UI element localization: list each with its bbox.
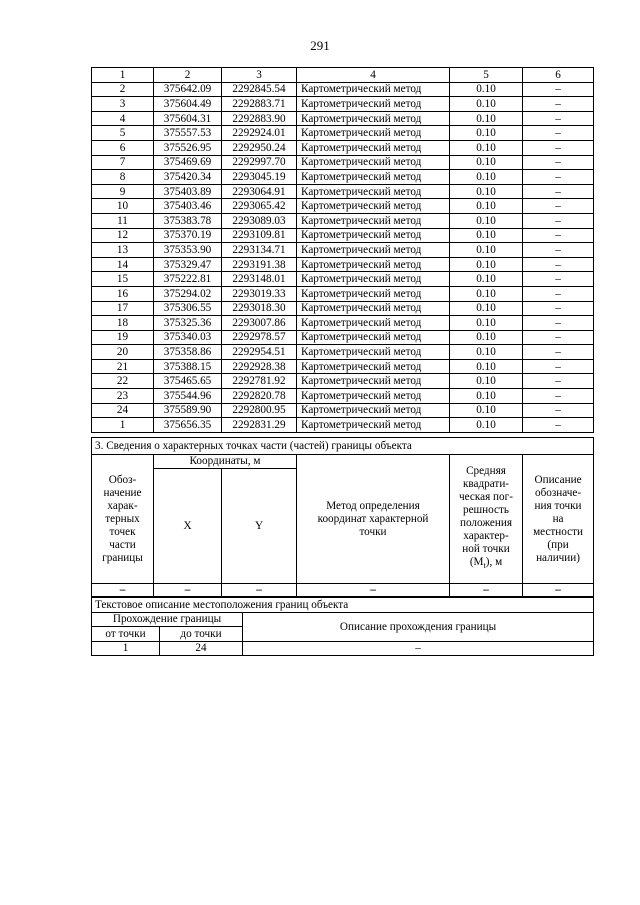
- table-cell: 2293019.33: [222, 286, 297, 301]
- table-cell: Картометрический метод: [297, 359, 450, 374]
- table-cell: 2293018.30: [222, 301, 297, 316]
- table-cell: 0.10: [450, 330, 523, 345]
- table-cell: Картометрический метод: [297, 126, 450, 141]
- table-cell: 375222.81: [154, 272, 222, 287]
- col-method-header: [297, 455, 450, 584]
- part-point-cell: –: [297, 584, 450, 597]
- part-point-cell: –: [523, 584, 594, 597]
- table-cell: 2292924.01: [222, 126, 297, 141]
- table-cell: –: [523, 403, 594, 418]
- table-cell: 375469.69: [154, 155, 222, 170]
- table-cell: 0.10: [450, 155, 523, 170]
- table-cell: 0.10: [450, 97, 523, 112]
- table-cell: 2292883.71: [222, 97, 297, 112]
- table-cell: 0.10: [450, 403, 523, 418]
- table-cell: Картометрический метод: [297, 213, 450, 228]
- table-cell: –: [523, 316, 594, 331]
- table-cell: 375358.86: [154, 345, 222, 360]
- table-cell: 20: [92, 345, 154, 360]
- col-description-label: Описание обозначе- ния точки на местности (при наличии): [533, 473, 583, 564]
- table-row: [92, 316, 594, 331]
- section-title: Текстовое описание местоположения границ объекта: [92, 598, 594, 613]
- table-row: [92, 213, 594, 228]
- table-cell: 375294.02: [154, 286, 222, 301]
- table-cell: 23: [92, 389, 154, 404]
- col-method-label: Метод определения координат характерной точки: [317, 499, 429, 538]
- table-cell: 10: [92, 199, 154, 214]
- table-cell: 0.10: [450, 228, 523, 243]
- table-cell: –: [523, 126, 594, 141]
- table-cell: 375544.96: [154, 389, 222, 404]
- table-cell: 21: [92, 359, 154, 374]
- table-cell: 375420.34: [154, 170, 222, 185]
- table-cell: 375383.78: [154, 213, 222, 228]
- table-cell: Картометрический метод: [297, 272, 450, 287]
- col-from-header: от точки: [92, 627, 160, 642]
- table-cell: 24: [160, 641, 243, 656]
- table-row: [92, 374, 594, 389]
- table-cell: 375370.19: [154, 228, 222, 243]
- points-table: [91, 67, 594, 433]
- table-cell: –: [523, 418, 594, 433]
- part-points-table: [91, 437, 594, 597]
- table-cell: Картометрический метод: [297, 286, 450, 301]
- col-y-header: Y: [222, 469, 297, 584]
- table-cell: 2292845.54: [222, 82, 297, 97]
- table-cell: –: [243, 641, 594, 656]
- table-cell: 2292883.90: [222, 111, 297, 126]
- table-cell: 2293109.81: [222, 228, 297, 243]
- table-cell: 0.10: [450, 170, 523, 185]
- part-point-cell: –: [222, 584, 297, 597]
- table-cell: –: [523, 243, 594, 258]
- table-cell: 375353.90: [154, 243, 222, 258]
- table-cell: 11: [92, 213, 154, 228]
- table-cell: 375604.49: [154, 97, 222, 112]
- column-number: 6: [523, 68, 594, 83]
- table-cell: –: [523, 213, 594, 228]
- table-row: [92, 97, 594, 112]
- table-cell: 2293064.91: [222, 184, 297, 199]
- col-passage-header: Прохождение границы: [92, 612, 243, 627]
- table-cell: 1: [92, 641, 160, 656]
- table-cell: 0.10: [450, 374, 523, 389]
- table-cell: –: [523, 257, 594, 272]
- table-cell: 375656.35: [154, 418, 222, 433]
- table-cell: 375329.47: [154, 257, 222, 272]
- col-designation-header: [92, 455, 154, 584]
- table-cell: Картометрический метод: [297, 389, 450, 404]
- table-cell: Картометрический метод: [297, 374, 450, 389]
- table-cell: 2292831.29: [222, 418, 297, 433]
- table-cell: 9: [92, 184, 154, 199]
- table-cell: 24: [92, 403, 154, 418]
- table-cell: Картометрический метод: [297, 330, 450, 345]
- table-row: [92, 82, 594, 97]
- table-cell: Картометрический метод: [297, 140, 450, 155]
- table-row: [92, 228, 594, 243]
- table-cell: 2293148.01: [222, 272, 297, 287]
- table-cell: 375557.53: [154, 126, 222, 141]
- table-cell: 2293089.03: [222, 213, 297, 228]
- table-cell: Картометрический метод: [297, 418, 450, 433]
- table-row: [92, 140, 594, 155]
- table-cell: 2292997.70: [222, 155, 297, 170]
- table-cell: 4: [92, 111, 154, 126]
- table-row: [92, 418, 594, 433]
- table-cell: 2293045.19: [222, 170, 297, 185]
- table-cell: –: [523, 301, 594, 316]
- table-cell: Картометрический метод: [297, 155, 450, 170]
- table-cell: 2292928.38: [222, 359, 297, 374]
- table-cell: –: [523, 286, 594, 301]
- table-cell: 0.10: [450, 316, 523, 331]
- table-cell: 0.10: [450, 243, 523, 258]
- table-cell: 8: [92, 170, 154, 185]
- table-row: [92, 330, 594, 345]
- table-row: [92, 126, 594, 141]
- table-cell: 375465.65: [154, 374, 222, 389]
- table-cell: Картометрический метод: [297, 243, 450, 258]
- table-cell: Картометрический метод: [297, 316, 450, 331]
- table-cell: 22: [92, 374, 154, 389]
- table-cell: –: [523, 170, 594, 185]
- table-cell: 375604.31: [154, 111, 222, 126]
- table-cell: 0.10: [450, 184, 523, 199]
- table-cell: 0.10: [450, 286, 523, 301]
- table-cell: 0.10: [450, 389, 523, 404]
- table-row: [92, 345, 594, 360]
- table-cell: 2: [92, 82, 154, 97]
- table-cell: Картометрический метод: [297, 184, 450, 199]
- column-number: 3: [222, 68, 297, 83]
- table-cell: –: [523, 345, 594, 360]
- table-cell: Картометрический метод: [297, 228, 450, 243]
- col-accuracy-label: Средняя квадрати- ческая пог- решность положения характер- ной точки $(M_t)$, м: [459, 465, 513, 571]
- table-row: [92, 243, 594, 258]
- table-cell: 14: [92, 257, 154, 272]
- table-cell: 0.10: [450, 111, 523, 126]
- column-number: 4: [297, 68, 450, 83]
- col-description-header: [523, 455, 594, 584]
- table-row: [92, 155, 594, 170]
- table-row: [92, 184, 594, 199]
- table-cell: Картометрический метод: [297, 301, 450, 316]
- table-cell: 12: [92, 228, 154, 243]
- table-cell: –: [523, 359, 594, 374]
- table-cell: Картометрический метод: [297, 111, 450, 126]
- table-cell: Картометрический метод: [297, 345, 450, 360]
- table-cell: 15: [92, 272, 154, 287]
- table-cell: 0.10: [450, 126, 523, 141]
- table-cell: 0.10: [450, 140, 523, 155]
- table-cell: –: [523, 140, 594, 155]
- table-cell: –: [523, 82, 594, 97]
- table-cell: 7: [92, 155, 154, 170]
- table-cell: 0.10: [450, 272, 523, 287]
- table-cell: 2292950.24: [222, 140, 297, 155]
- table-cell: 375526.95: [154, 140, 222, 155]
- table-cell: 2292800.95: [222, 403, 297, 418]
- table-cell: Картометрический метод: [297, 257, 450, 272]
- table-cell: 2293134.71: [222, 243, 297, 258]
- table-cell: 375340.03: [154, 330, 222, 345]
- table-cell: 2292820.78: [222, 389, 297, 404]
- col-to-header: до точки: [160, 627, 243, 642]
- table-cell: Картометрический метод: [297, 403, 450, 418]
- table-row: [92, 403, 594, 418]
- section-title: 3. Сведения о характерных точках части (частей) границы объекта: [92, 438, 594, 455]
- table-cell: 2293007.86: [222, 316, 297, 331]
- table-cell: 16: [92, 286, 154, 301]
- table-cell: Картометрический метод: [297, 82, 450, 97]
- table-cell: –: [523, 155, 594, 170]
- table-cell: 2292978.57: [222, 330, 297, 345]
- table-row: [92, 389, 594, 404]
- column-number: 5: [450, 68, 523, 83]
- table-cell: 375589.90: [154, 403, 222, 418]
- table-row: [92, 286, 594, 301]
- part-point-cell: –: [450, 584, 523, 597]
- table-cell: –: [523, 111, 594, 126]
- table-cell: 0.10: [450, 301, 523, 316]
- table-cell: 375325.36: [154, 316, 222, 331]
- table-cell: 0.10: [450, 359, 523, 374]
- boundary-description-table: [91, 597, 594, 656]
- table-cell: Картометрический метод: [297, 97, 450, 112]
- table-cell: 375642.09: [154, 82, 222, 97]
- table-cell: –: [523, 184, 594, 199]
- col-coordinates-header: [154, 455, 297, 469]
- table-row: [92, 257, 594, 272]
- col-passage-description-header: Описание прохождения границы: [243, 612, 594, 641]
- table-row: [92, 301, 594, 316]
- table-cell: 18: [92, 316, 154, 331]
- table-cell: 5: [92, 126, 154, 141]
- table-cell: –: [523, 97, 594, 112]
- table-cell: 375403.89: [154, 184, 222, 199]
- table-cell: –: [523, 374, 594, 389]
- table-cell: 2292781.92: [222, 374, 297, 389]
- part-point-cell: –: [92, 584, 154, 597]
- table-cell: 0.10: [450, 199, 523, 214]
- col-coordinates-label: Координаты, м: [189, 455, 261, 467]
- column-number: 2: [154, 68, 222, 83]
- table-cell: 1: [92, 418, 154, 433]
- table-cell: 2292954.51: [222, 345, 297, 360]
- column-number-row: [92, 68, 594, 83]
- table-row: [92, 359, 594, 374]
- table-cell: –: [523, 389, 594, 404]
- table-cell: 375403.46: [154, 199, 222, 214]
- table-cell: 2293065.42: [222, 199, 297, 214]
- table-row: [92, 272, 594, 287]
- table-row: [92, 111, 594, 126]
- table-cell: 19: [92, 330, 154, 345]
- table-row: [92, 199, 594, 214]
- col-x-header: X: [154, 469, 222, 584]
- table-cell: 0.10: [450, 345, 523, 360]
- table-cell: 0.10: [450, 418, 523, 433]
- column-number: 1: [92, 68, 154, 83]
- part-point-cell: –: [154, 584, 222, 597]
- table-cell: Картометрический метод: [297, 170, 450, 185]
- table-row: [92, 641, 594, 656]
- table-cell: 2293191.38: [222, 257, 297, 272]
- table-cell: 0.10: [450, 213, 523, 228]
- table-cell: –: [523, 272, 594, 287]
- col-designation-label: Обоз- начение харак- терных точек части границы: [102, 473, 143, 564]
- table-cell: –: [523, 330, 594, 345]
- table-cell: 6: [92, 140, 154, 155]
- table-cell: Картометрический метод: [297, 199, 450, 214]
- table-cell: 375388.15: [154, 359, 222, 374]
- table-cell: 13: [92, 243, 154, 258]
- table-cell: –: [523, 228, 594, 243]
- table-cell: 0.10: [450, 82, 523, 97]
- col-accuracy-header: [450, 455, 523, 584]
- page-number: 291: [310, 38, 330, 53]
- table-cell: 375306.55: [154, 301, 222, 316]
- table-cell: 17: [92, 301, 154, 316]
- table-cell: –: [523, 199, 594, 214]
- table-row: [92, 170, 594, 185]
- table-cell: 3: [92, 97, 154, 112]
- table-cell: 0.10: [450, 257, 523, 272]
